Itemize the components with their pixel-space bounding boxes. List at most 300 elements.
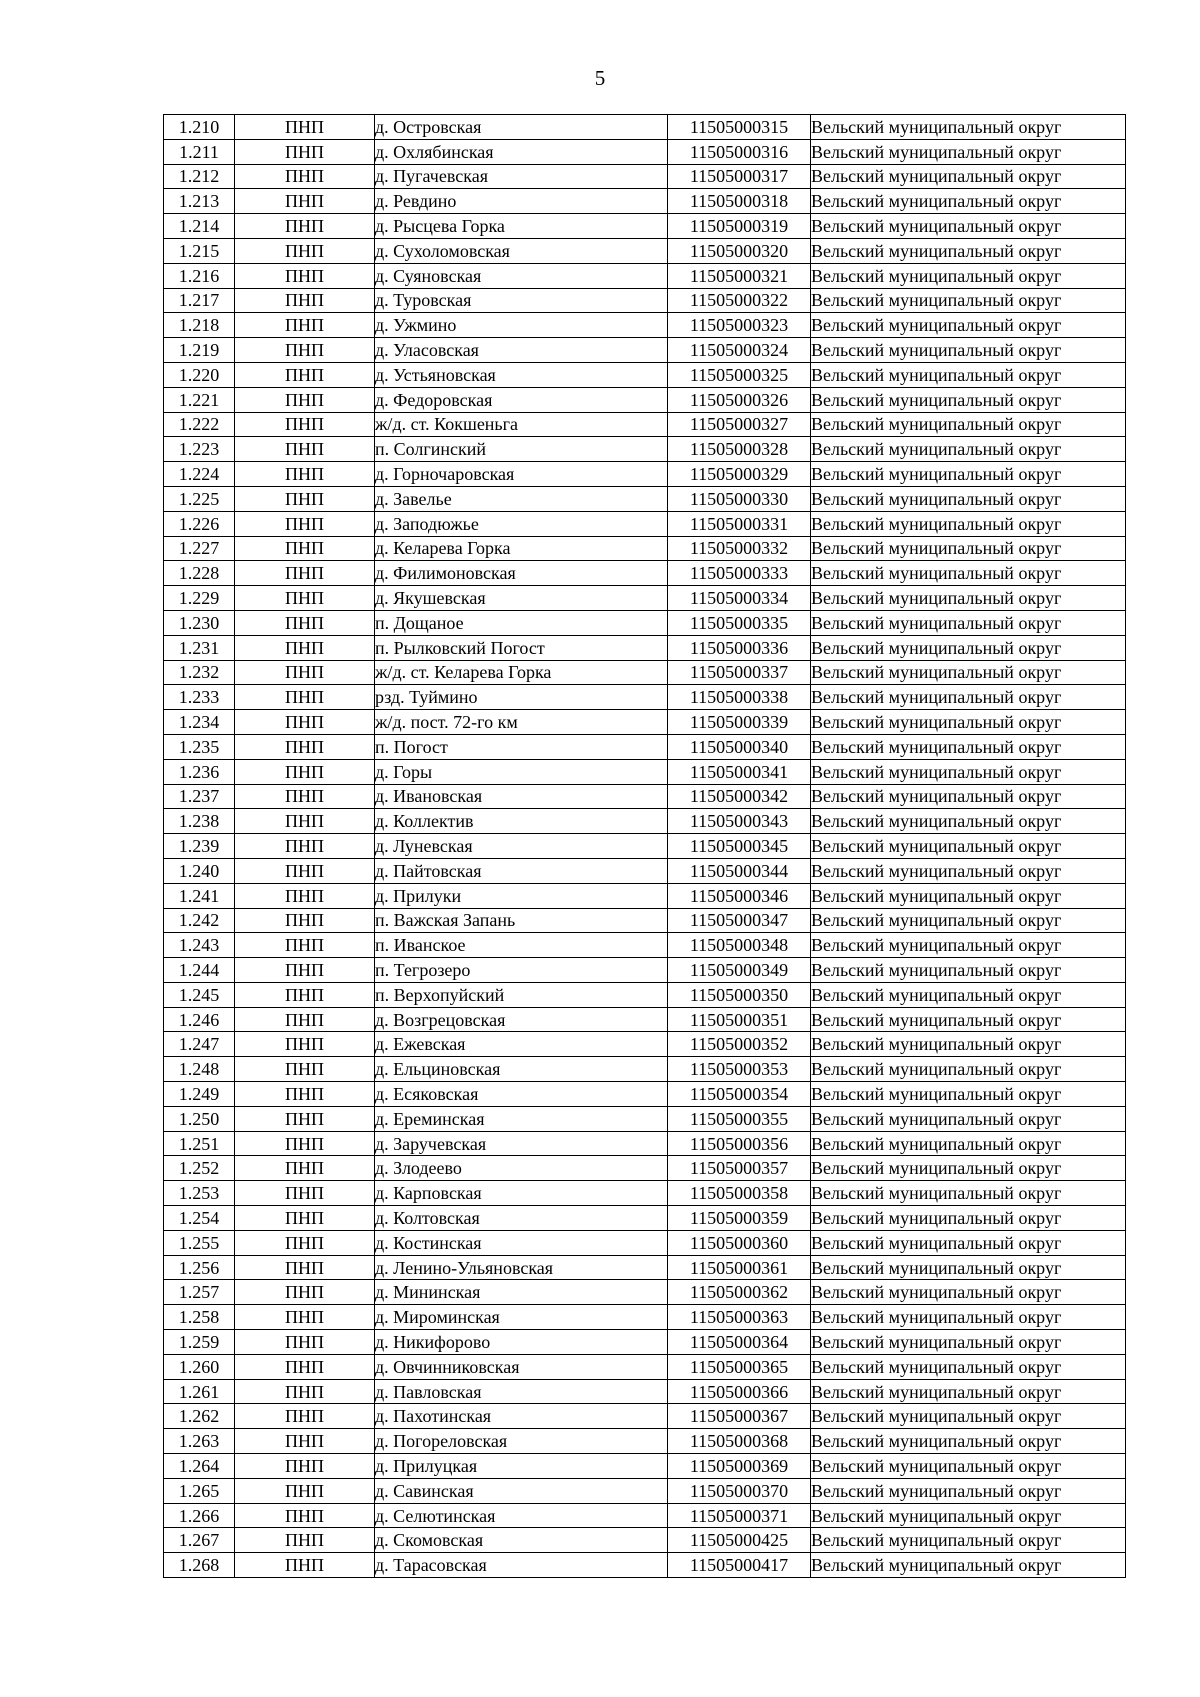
settlement-type-cell: ПНП xyxy=(235,1230,375,1255)
table-row xyxy=(164,115,1126,140)
settlement-type-cell: ПНП xyxy=(235,536,375,561)
municipal-district-cell: Вельский муниципальный округ xyxy=(811,858,1126,883)
municipal-district-cell: Вельский муниципальный округ xyxy=(811,1454,1126,1479)
municipal-district-cell: Вельский муниципальный округ xyxy=(811,759,1126,784)
table-row xyxy=(164,982,1126,1007)
settlement-name-cell: д. Возгрецовская xyxy=(375,1007,668,1032)
municipal-district-cell: Вельский муниципальный округ xyxy=(811,610,1126,635)
page-number: 5 xyxy=(594,66,606,90)
settlement-name-cell: д. Охлябинская xyxy=(375,139,668,164)
row-number-cell: 1.263 xyxy=(164,1429,235,1454)
table-row xyxy=(164,164,1126,189)
row-number-cell: 1.227 xyxy=(164,536,235,561)
municipal-district-cell: Вельский муниципальный округ xyxy=(811,710,1126,735)
oktmo-code-cell: 11505000323 xyxy=(668,313,811,338)
row-number-cell: 1.254 xyxy=(164,1206,235,1231)
row-number-cell: 1.226 xyxy=(164,511,235,536)
municipal-district-cell: Вельский муниципальный округ xyxy=(811,1057,1126,1082)
settlement-name-cell: п. Тегрозеро xyxy=(375,958,668,983)
row-number-cell: 1.225 xyxy=(164,486,235,511)
oktmo-code-cell: 11505000417 xyxy=(668,1553,811,1578)
settlement-type-cell: ПНП xyxy=(235,883,375,908)
municipal-district-cell: Вельский муниципальный округ xyxy=(811,1280,1126,1305)
oktmo-code-cell: 11505000366 xyxy=(668,1379,811,1404)
table-row xyxy=(164,1131,1126,1156)
settlement-type-cell: ПНП xyxy=(235,338,375,363)
settlement-name-cell: ж/д. ст. Кокшеньга xyxy=(375,412,668,437)
settlement-type-cell: ПНП xyxy=(235,958,375,983)
table-row xyxy=(164,313,1126,338)
table-row xyxy=(164,1454,1126,1479)
settlement-type-cell: ПНП xyxy=(235,660,375,685)
settlement-name-cell: д. Никифорово xyxy=(375,1330,668,1355)
row-number-cell: 1.213 xyxy=(164,189,235,214)
table-row xyxy=(164,734,1126,759)
oktmo-code-cell: 11505000339 xyxy=(668,710,811,735)
row-number-cell: 1.219 xyxy=(164,338,235,363)
municipal-district-cell: Вельский муниципальный округ xyxy=(811,1478,1126,1503)
row-number-cell: 1.252 xyxy=(164,1156,235,1181)
row-number-cell: 1.239 xyxy=(164,834,235,859)
table-row xyxy=(164,189,1126,214)
settlement-type-cell: ПНП xyxy=(235,734,375,759)
municipal-district-cell: Вельский муниципальный округ xyxy=(811,536,1126,561)
settlement-type-cell: ПНП xyxy=(235,710,375,735)
table-row xyxy=(164,1057,1126,1082)
municipal-district-cell: Вельский муниципальный округ xyxy=(811,189,1126,214)
settlement-name-cell: д. Горночаровская xyxy=(375,462,668,487)
table-row xyxy=(164,238,1126,263)
municipal-district-cell: Вельский муниципальный округ xyxy=(811,437,1126,462)
oktmo-code-cell: 11505000358 xyxy=(668,1181,811,1206)
oktmo-code-cell: 11505000425 xyxy=(668,1528,811,1553)
row-number-cell: 1.264 xyxy=(164,1454,235,1479)
settlement-type-cell: ПНП xyxy=(235,1082,375,1107)
table-row xyxy=(164,685,1126,710)
municipal-district-cell: Вельский муниципальный округ xyxy=(811,387,1126,412)
settlement-type-cell: ПНП xyxy=(235,1032,375,1057)
settlement-name-cell: д. Есяковская xyxy=(375,1082,668,1107)
settlement-name-cell: д. Заручевская xyxy=(375,1131,668,1156)
table-row xyxy=(164,561,1126,586)
settlement-name-cell: п. Важская Запань xyxy=(375,908,668,933)
settlement-name-cell: д. Колтовская xyxy=(375,1206,668,1231)
oktmo-code-cell: 11505000360 xyxy=(668,1230,811,1255)
settlement-name-cell: п. Дощаное xyxy=(375,610,668,635)
settlement-type-cell: ПНП xyxy=(235,1330,375,1355)
oktmo-code-cell: 11505000348 xyxy=(668,933,811,958)
oktmo-code-cell: 11505000367 xyxy=(668,1404,811,1429)
settlements-table xyxy=(163,114,1126,1578)
settlement-name-cell: п. Рылковский Погост xyxy=(375,635,668,660)
settlement-type-cell: ПНП xyxy=(235,1528,375,1553)
oktmo-code-cell: 11505000338 xyxy=(668,685,811,710)
settlement-type-cell: ПНП xyxy=(235,1007,375,1032)
municipal-district-cell: Вельский муниципальный округ xyxy=(811,908,1126,933)
settlement-type-cell: ПНП xyxy=(235,511,375,536)
settlement-type-cell: ПНП xyxy=(235,1553,375,1578)
table-row xyxy=(164,362,1126,387)
oktmo-code-cell: 11505000334 xyxy=(668,586,811,611)
table-row xyxy=(164,958,1126,983)
table-row xyxy=(164,1478,1126,1503)
settlement-name-cell: д. Злодеево xyxy=(375,1156,668,1181)
settlement-name-cell: д. Овчинниковская xyxy=(375,1354,668,1379)
oktmo-code-cell: 11505000324 xyxy=(668,338,811,363)
table-row xyxy=(164,1082,1126,1107)
municipal-district-cell: Вельский муниципальный округ xyxy=(811,1503,1126,1528)
oktmo-code-cell: 11505000355 xyxy=(668,1106,811,1131)
settlement-name-cell: д. Мироминская xyxy=(375,1305,668,1330)
table-row xyxy=(164,1305,1126,1330)
oktmo-code-cell: 11505000356 xyxy=(668,1131,811,1156)
municipal-district-cell: Вельский муниципальный округ xyxy=(811,1379,1126,1404)
row-number-cell: 1.255 xyxy=(164,1230,235,1255)
table-row xyxy=(164,908,1126,933)
oktmo-code-cell: 11505000335 xyxy=(668,610,811,635)
settlements-table-body xyxy=(164,115,1126,1578)
settlement-type-cell: ПНП xyxy=(235,834,375,859)
municipal-district-cell: Вельский муниципальный округ xyxy=(811,1429,1126,1454)
settlement-type-cell: ПНП xyxy=(235,1354,375,1379)
settlement-name-cell: д. Ревдино xyxy=(375,189,668,214)
row-number-cell: 1.242 xyxy=(164,908,235,933)
oktmo-code-cell: 11505000343 xyxy=(668,809,811,834)
row-number-cell: 1.248 xyxy=(164,1057,235,1082)
oktmo-code-cell: 11505000328 xyxy=(668,437,811,462)
oktmo-code-cell: 11505000365 xyxy=(668,1354,811,1379)
municipal-district-cell: Вельский муниципальный округ xyxy=(811,784,1126,809)
table-row xyxy=(164,1007,1126,1032)
settlement-name-cell: п. Верхопуйский xyxy=(375,982,668,1007)
table-row xyxy=(164,586,1126,611)
row-number-cell: 1.247 xyxy=(164,1032,235,1057)
oktmo-code-cell: 11505000337 xyxy=(668,660,811,685)
municipal-district-cell: Вельский муниципальный округ xyxy=(811,809,1126,834)
municipal-district-cell: Вельский муниципальный округ xyxy=(811,982,1126,1007)
row-number-cell: 1.241 xyxy=(164,883,235,908)
settlement-name-cell: д. Туровская xyxy=(375,288,668,313)
oktmo-code-cell: 11505000320 xyxy=(668,238,811,263)
municipal-district-cell: Вельский муниципальный округ xyxy=(811,412,1126,437)
settlement-name-cell: д. Костинская xyxy=(375,1230,668,1255)
settlement-name-cell: д. Прилуки xyxy=(375,883,668,908)
settlement-type-cell: ПНП xyxy=(235,1255,375,1280)
municipal-district-cell: Вельский муниципальный округ xyxy=(811,1553,1126,1578)
settlement-name-cell: д. Мининская xyxy=(375,1280,668,1305)
table-row xyxy=(164,1503,1126,1528)
settlement-type-cell: ПНП xyxy=(235,263,375,288)
oktmo-code-cell: 11505000364 xyxy=(668,1330,811,1355)
table-row xyxy=(164,338,1126,363)
municipal-district-cell: Вельский муниципальный округ xyxy=(811,660,1126,685)
settlement-type-cell: ПНП xyxy=(235,238,375,263)
settlement-type-cell: ПНП xyxy=(235,586,375,611)
row-number-cell: 1.223 xyxy=(164,437,235,462)
municipal-district-cell: Вельский муниципальный округ xyxy=(811,1131,1126,1156)
settlement-type-cell: ПНП xyxy=(235,387,375,412)
settlement-name-cell: д. Прилуцкая xyxy=(375,1454,668,1479)
settlement-type-cell: ПНП xyxy=(235,1454,375,1479)
oktmo-code-cell: 11505000327 xyxy=(668,412,811,437)
settlement-name-cell: д. Заподюжье xyxy=(375,511,668,536)
municipal-district-cell: Вельский муниципальный округ xyxy=(811,834,1126,859)
table-row xyxy=(164,387,1126,412)
settlement-name-cell: п. Солгинский xyxy=(375,437,668,462)
row-number-cell: 1.218 xyxy=(164,313,235,338)
row-number-cell: 1.230 xyxy=(164,610,235,635)
settlement-name-cell: д. Островская xyxy=(375,115,668,140)
row-number-cell: 1.238 xyxy=(164,809,235,834)
row-number-cell: 1.268 xyxy=(164,1553,235,1578)
settlement-name-cell: д. Пугачевская xyxy=(375,164,668,189)
row-number-cell: 1.266 xyxy=(164,1503,235,1528)
table-row xyxy=(164,536,1126,561)
settlement-type-cell: ПНП xyxy=(235,982,375,1007)
row-number-cell: 1.233 xyxy=(164,685,235,710)
municipal-district-cell: Вельский муниципальный округ xyxy=(811,1255,1126,1280)
row-number-cell: 1.210 xyxy=(164,115,235,140)
table-row xyxy=(164,1280,1126,1305)
table-row xyxy=(164,1379,1126,1404)
municipal-district-cell: Вельский муниципальный округ xyxy=(811,362,1126,387)
oktmo-code-cell: 11505000363 xyxy=(668,1305,811,1330)
oktmo-code-cell: 11505000319 xyxy=(668,214,811,239)
municipal-district-cell: Вельский муниципальный округ xyxy=(811,1528,1126,1553)
settlement-type-cell: ПНП xyxy=(235,1429,375,1454)
settlement-type-cell: ПНП xyxy=(235,1131,375,1156)
settlement-name-cell: д. Луневская xyxy=(375,834,668,859)
table-row xyxy=(164,1528,1126,1553)
table-row xyxy=(164,1032,1126,1057)
municipal-district-cell: Вельский муниципальный округ xyxy=(811,338,1126,363)
table-row xyxy=(164,710,1126,735)
settlement-name-cell: ж/д. ст. Келарева Горка xyxy=(375,660,668,685)
table-row xyxy=(164,1230,1126,1255)
oktmo-code-cell: 11505000347 xyxy=(668,908,811,933)
table-row xyxy=(164,263,1126,288)
municipal-district-cell: Вельский муниципальный округ xyxy=(811,1404,1126,1429)
municipal-district-cell: Вельский муниципальный округ xyxy=(811,164,1126,189)
settlement-name-cell: д. Коллектив xyxy=(375,809,668,834)
settlement-type-cell: ПНП xyxy=(235,685,375,710)
settlement-type-cell: ПНП xyxy=(235,462,375,487)
municipal-district-cell: Вельский муниципальный округ xyxy=(811,1156,1126,1181)
oktmo-code-cell: 11505000362 xyxy=(668,1280,811,1305)
row-number-cell: 1.211 xyxy=(164,139,235,164)
settlement-name-cell: д. Уласовская xyxy=(375,338,668,363)
municipal-district-cell: Вельский муниципальный округ xyxy=(811,933,1126,958)
row-number-cell: 1.216 xyxy=(164,263,235,288)
municipal-district-cell: Вельский муниципальный округ xyxy=(811,561,1126,586)
table-row xyxy=(164,1354,1126,1379)
settlement-name-cell: д. Федоровская xyxy=(375,387,668,412)
row-number-cell: 1.246 xyxy=(164,1007,235,1032)
settlement-name-cell: д. Рысцева Горка xyxy=(375,214,668,239)
municipal-district-cell: Вельский муниципальный округ xyxy=(811,1206,1126,1231)
table-row xyxy=(164,1330,1126,1355)
settlement-name-cell: д. Скомовская xyxy=(375,1528,668,1553)
settlement-type-cell: ПНП xyxy=(235,635,375,660)
row-number-cell: 1.258 xyxy=(164,1305,235,1330)
oktmo-code-cell: 11505000370 xyxy=(668,1478,811,1503)
table-row xyxy=(164,1206,1126,1231)
settlement-name-cell: д. Ужмино xyxy=(375,313,668,338)
row-number-cell: 1.261 xyxy=(164,1379,235,1404)
table-row xyxy=(164,1156,1126,1181)
municipal-district-cell: Вельский муниципальный округ xyxy=(811,263,1126,288)
table-row xyxy=(164,883,1126,908)
oktmo-code-cell: 11505000371 xyxy=(668,1503,811,1528)
settlement-name-cell: д. Павловская xyxy=(375,1379,668,1404)
row-number-cell: 1.220 xyxy=(164,362,235,387)
settlement-type-cell: ПНП xyxy=(235,1181,375,1206)
table-row xyxy=(164,809,1126,834)
row-number-cell: 1.257 xyxy=(164,1280,235,1305)
municipal-district-cell: Вельский муниципальный округ xyxy=(811,1106,1126,1131)
row-number-cell: 1.256 xyxy=(164,1255,235,1280)
table-row xyxy=(164,462,1126,487)
municipal-district-cell: Вельский муниципальный округ xyxy=(811,288,1126,313)
settlement-name-cell: п. Погост xyxy=(375,734,668,759)
table-row xyxy=(164,933,1126,958)
settlement-type-cell: ПНП xyxy=(235,1280,375,1305)
oktmo-code-cell: 11505000368 xyxy=(668,1429,811,1454)
row-number-cell: 1.260 xyxy=(164,1354,235,1379)
table-row xyxy=(164,412,1126,437)
municipal-district-cell: Вельский муниципальный округ xyxy=(811,635,1126,660)
settlement-type-cell: ПНП xyxy=(235,486,375,511)
row-number-cell: 1.234 xyxy=(164,710,235,735)
settlement-type-cell: ПНП xyxy=(235,214,375,239)
settlement-name-cell: д. Погореловская xyxy=(375,1429,668,1454)
row-number-cell: 1.236 xyxy=(164,759,235,784)
settlement-name-cell: д. Сухоломовская xyxy=(375,238,668,263)
oktmo-code-cell: 11505000318 xyxy=(668,189,811,214)
municipal-district-cell: Вельский муниципальный округ xyxy=(811,1181,1126,1206)
municipal-district-cell: Вельский муниципальный округ xyxy=(811,1230,1126,1255)
settlement-type-cell: ПНП xyxy=(235,610,375,635)
oktmo-code-cell: 11505000353 xyxy=(668,1057,811,1082)
table-row xyxy=(164,660,1126,685)
row-number-cell: 1.214 xyxy=(164,214,235,239)
municipal-district-cell: Вельский муниципальный округ xyxy=(811,685,1126,710)
settlement-type-cell: ПНП xyxy=(235,1156,375,1181)
oktmo-code-cell: 11505000329 xyxy=(668,462,811,487)
municipal-district-cell: Вельский муниципальный округ xyxy=(811,139,1126,164)
table-row xyxy=(164,759,1126,784)
oktmo-code-cell: 11505000316 xyxy=(668,139,811,164)
oktmo-code-cell: 11505000359 xyxy=(668,1206,811,1231)
municipal-district-cell: Вельский муниципальный округ xyxy=(811,734,1126,759)
row-number-cell: 1.222 xyxy=(164,412,235,437)
settlement-type-cell: ПНП xyxy=(235,809,375,834)
row-number-cell: 1.215 xyxy=(164,238,235,263)
row-number-cell: 1.240 xyxy=(164,858,235,883)
table-row xyxy=(164,610,1126,635)
oktmo-code-cell: 11505000326 xyxy=(668,387,811,412)
settlement-name-cell: д. Завелье xyxy=(375,486,668,511)
oktmo-code-cell: 11505000340 xyxy=(668,734,811,759)
oktmo-code-cell: 11505000354 xyxy=(668,1082,811,1107)
oktmo-code-cell: 11505000352 xyxy=(668,1032,811,1057)
oktmo-code-cell: 11505000336 xyxy=(668,635,811,660)
settlement-type-cell: ПНП xyxy=(235,139,375,164)
municipal-district-cell: Вельский муниципальный округ xyxy=(811,586,1126,611)
table-row xyxy=(164,214,1126,239)
settlement-name-cell: д. Якушевская xyxy=(375,586,668,611)
settlement-type-cell: ПНП xyxy=(235,189,375,214)
settlement-name-cell: д. Ивановская xyxy=(375,784,668,809)
settlement-type-cell: ПНП xyxy=(235,437,375,462)
oktmo-code-cell: 11505000351 xyxy=(668,1007,811,1032)
settlement-name-cell: д. Ереминская xyxy=(375,1106,668,1131)
municipal-district-cell: Вельский муниципальный округ xyxy=(811,462,1126,487)
row-number-cell: 1.237 xyxy=(164,784,235,809)
table-row xyxy=(164,1553,1126,1578)
oktmo-code-cell: 11505000344 xyxy=(668,858,811,883)
settlement-type-cell: ПНП xyxy=(235,1057,375,1082)
oktmo-code-cell: 11505000349 xyxy=(668,958,811,983)
table-row xyxy=(164,1106,1126,1131)
row-number-cell: 1.267 xyxy=(164,1528,235,1553)
table-row xyxy=(164,1429,1126,1454)
row-number-cell: 1.265 xyxy=(164,1478,235,1503)
settlement-name-cell: д. Савинская xyxy=(375,1478,668,1503)
settlement-name-cell: д. Пахотинская xyxy=(375,1404,668,1429)
table-row xyxy=(164,288,1126,313)
municipal-district-cell: Вельский муниципальный округ xyxy=(811,1007,1126,1032)
table-row xyxy=(164,437,1126,462)
row-number-cell: 1.243 xyxy=(164,933,235,958)
settlement-name-cell: д. Келарева Горка xyxy=(375,536,668,561)
settlement-type-cell: ПНП xyxy=(235,759,375,784)
oktmo-code-cell: 11505000325 xyxy=(668,362,811,387)
row-number-cell: 1.262 xyxy=(164,1404,235,1429)
municipal-district-cell: Вельский муниципальный округ xyxy=(811,313,1126,338)
table-row xyxy=(164,1255,1126,1280)
settlement-name-cell: д. Ежевская xyxy=(375,1032,668,1057)
row-number-cell: 1.232 xyxy=(164,660,235,685)
municipal-district-cell: Вельский муниципальный округ xyxy=(811,238,1126,263)
settlement-name-cell: д. Ельциновская xyxy=(375,1057,668,1082)
row-number-cell: 1.250 xyxy=(164,1106,235,1131)
settlement-type-cell: ПНП xyxy=(235,784,375,809)
table-row xyxy=(164,1181,1126,1206)
table-row xyxy=(164,784,1126,809)
settlement-name-cell: п. Иванское xyxy=(375,933,668,958)
settlement-name-cell: д. Селютинская xyxy=(375,1503,668,1528)
settlement-type-cell: ПНП xyxy=(235,1106,375,1131)
settlement-type-cell: ПНП xyxy=(235,1503,375,1528)
row-number-cell: 1.245 xyxy=(164,982,235,1007)
municipal-district-cell: Вельский муниципальный округ xyxy=(811,1354,1126,1379)
settlement-name-cell: д. Устьяновская xyxy=(375,362,668,387)
settlement-name-cell: д. Тарасовская xyxy=(375,1553,668,1578)
oktmo-code-cell: 11505000333 xyxy=(668,561,811,586)
settlement-type-cell: ПНП xyxy=(235,288,375,313)
oktmo-code-cell: 11505000341 xyxy=(668,759,811,784)
settlement-name-cell: ж/д. пост. 72-го км xyxy=(375,710,668,735)
settlement-name-cell: д. Ленино-Ульяновская xyxy=(375,1255,668,1280)
row-number-cell: 1.253 xyxy=(164,1181,235,1206)
table-row xyxy=(164,834,1126,859)
table-row xyxy=(164,635,1126,660)
table-row xyxy=(164,858,1126,883)
oktmo-code-cell: 11505000357 xyxy=(668,1156,811,1181)
table-row xyxy=(164,1404,1126,1429)
oktmo-code-cell: 11505000350 xyxy=(668,982,811,1007)
